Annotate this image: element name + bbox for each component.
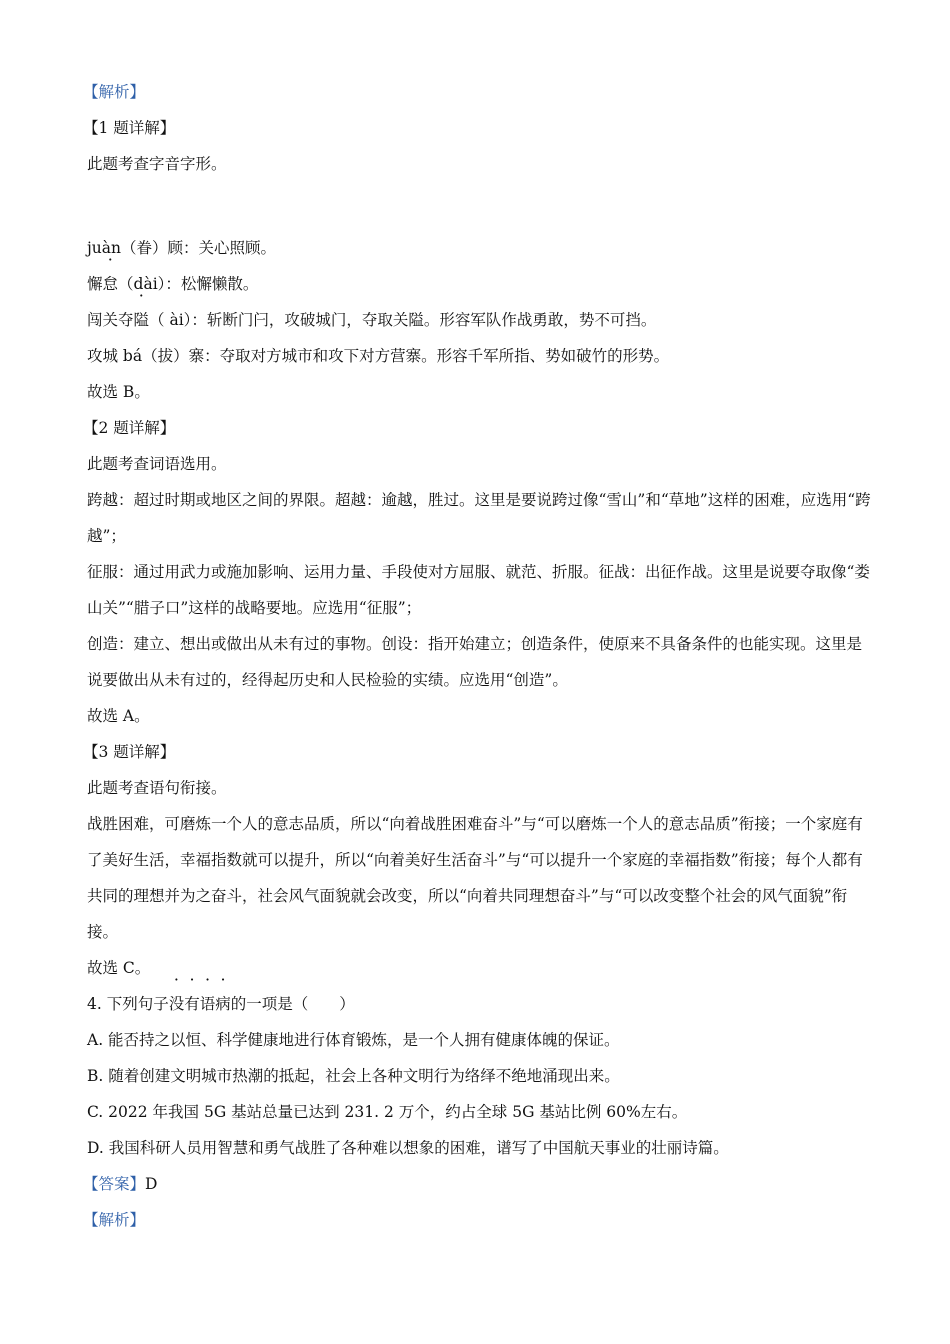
q2-paragraph-chuangzao: 创造：建立、想出或做出从未有过的事物。创设：指开始建立；创造条件，使原来不具备条件的也能实现。这里是说要做出从未有过的，经得起历史和人民检验的实绩。应选用“创造”。 <box>87 635 863 689</box>
q1-line2-suffix: （dài）：松懈懒散。 <box>118 275 259 293</box>
emphasis-dotted-char: 语 <box>199 995 216 1013</box>
q4-stem-suffix: 的一项是（ ） <box>230 995 355 1013</box>
q1-explanation-xiedai <box>87 266 877 302</box>
q4-stem <box>87 986 877 1022</box>
blank-spacer <box>87 182 877 230</box>
q2-paragraph-kuayue: 跨越：超过时期或地区之间的界限。超越：逾越，胜过。这里是要说跨过像“雪山”和“草地”这样的困难，应选用“跨越”； <box>87 491 871 545</box>
q1-intro: 此题考查字音字形。 <box>87 155 227 173</box>
answer-value: D <box>145 1175 158 1193</box>
q1-line2-prefix: 懈 <box>87 275 103 293</box>
emphasis-dotted-char: 怠 <box>102 275 119 293</box>
emphasis-dotted-char: 病 <box>215 995 231 1013</box>
answer-label: 【答案】 <box>83 1175 146 1193</box>
q3-heading: 【3 题详解】 <box>83 743 176 761</box>
q2-paragraph-zhengfu: 征服：通过用武力或施加影响、运用力量、手段使对方屈服、就范、折服。征战：出征作战。这里是说要夺取像“娄山关”“腊子口”这样的战略要地。应选用“征服”； <box>87 563 870 617</box>
q4-option-a: A. 能否持之以恒、科学健康地进行体育锻炼，是一个人拥有健康体魄的保证。 <box>87 1031 620 1049</box>
document-page <box>83 74 877 1238</box>
q1-answer: 故选 B。 <box>87 383 150 401</box>
emphasis-dotted-char: 没 <box>168 995 185 1013</box>
q1-line3-prefix: 闯关夺 <box>87 311 134 329</box>
q1-line3-suffix: （ ài）：斩断门闩，攻破城门，夺取关隘。形容军队作战勇敢，势不可挡。 <box>149 311 657 329</box>
q4-answer-line <box>83 1166 877 1202</box>
q4-option-c: C. 2022 年我国 5G 基站总量已达到 231. 2 万个，约占全球 5G 基站比例 60%左右。 <box>87 1103 688 1121</box>
q1-explanation-bazhai: 攻城 bá（拔）寨：夺取对方城市和攻下对方营寨。形容千军所指、势如破竹的形势。 <box>87 347 670 365</box>
emphasis-dotted-char: 隘 <box>133 311 150 329</box>
q4-option-b: B. 随着创建文明城市热潮的抵起，社会上各种文明行为络绎不绝地涌现出来。 <box>87 1067 620 1085</box>
q3-answer: 故选 C。 <box>87 959 151 977</box>
q2-intro: 此题考查词语选用。 <box>87 455 227 473</box>
q1-explanation-chuangguan <box>87 302 877 338</box>
q1-explanation-juan: juàn（眷）顾：关心照顾。 <box>87 239 277 257</box>
q4-analysis-label: 【解析】 <box>83 1211 146 1229</box>
emphasis-dotted-char: 有 <box>184 995 200 1013</box>
q3-paragraph: 战胜困难，可磨炼一个人的意志品质，所以“向着战胜困难奋斗”与“可以磨炼一个人的意志品质”衔接；一个家庭有了美好生活，幸福指数就可以提升，所以“向着美好生活奋斗”与“可以提升一个家庭的幸福指数”衔接；每个人都有共同的理想并为之奋斗，社会风气面貌就会改变，所以“向着共同理想奋斗”与“可以改变整个社会的风气面貌”衔接。 <box>87 815 863 941</box>
q3-intro: 此题考查语句衔接。 <box>87 779 227 797</box>
q2-heading: 【2 题详解】 <box>83 419 176 437</box>
q4-option-d: D. 我国科研人员用智慧和勇气战胜了各种难以想象的困难，谱写了中国航天事业的壮丽诗篇。 <box>87 1139 729 1157</box>
q2-answer: 故选 A。 <box>87 707 150 725</box>
analysis-label: 【解析】 <box>83 83 146 101</box>
q1-heading: 【1 题详解】 <box>83 119 176 137</box>
q4-stem-prefix: 4. 下列句子 <box>87 995 169 1013</box>
